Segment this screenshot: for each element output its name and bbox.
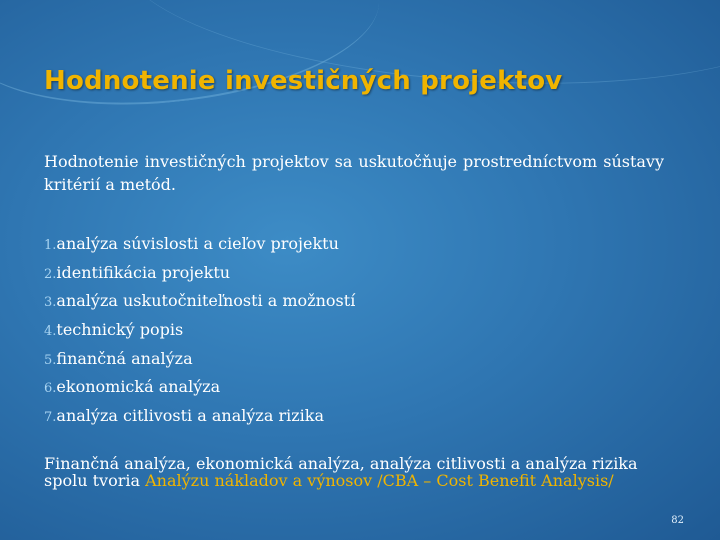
list-item-text: finančná analýza [56,348,193,368]
summary-paragraph [44,455,664,489]
evaluation-steps-list [44,230,355,431]
summary-text: Finančná analýza, ekonomická analýza, analýza citlivosti a analýza rizika spolu tvoria [44,454,638,490]
list-item-text: technický popis [56,320,184,340]
list-item [44,259,355,288]
list-item-text: analýza citlivosti a analýza rizika [56,406,325,426]
list-item-number: 1. [44,238,57,253]
list-item-number: 6. [44,381,57,397]
page-number: 82 [671,515,684,526]
list-item-text: identifikácia projektu [56,262,231,282]
slide-title: Hodnotenie investičných projektov [44,66,563,96]
list-item [44,373,355,402]
list-item-text: ekonomická analýza [56,377,221,397]
list-item [44,316,355,345]
list-item-number: 5. [44,352,57,368]
list-item-number: 7. [44,410,57,426]
intro-paragraph: Hodnotenie investičných projektov sa uskutočňuje prostredníctvom sústavy kritérií a metód. [44,152,664,194]
list-item-number: 3. [44,295,57,311]
list-item-number: 4. [44,324,57,340]
list-item [44,345,355,374]
summary-highlight: Analýzu nákladov a výnosov /CBA – Cost Benefit Analysis/ [145,471,614,490]
list-item-text: analýza uskutočniteľnosti a možností [56,291,356,311]
list-item [44,230,355,259]
list-item [44,402,355,431]
list-item-text: analýza súvislosti a cieľov projektu [56,234,339,253]
list-item-number: 2. [44,266,57,282]
list-item [44,287,355,316]
